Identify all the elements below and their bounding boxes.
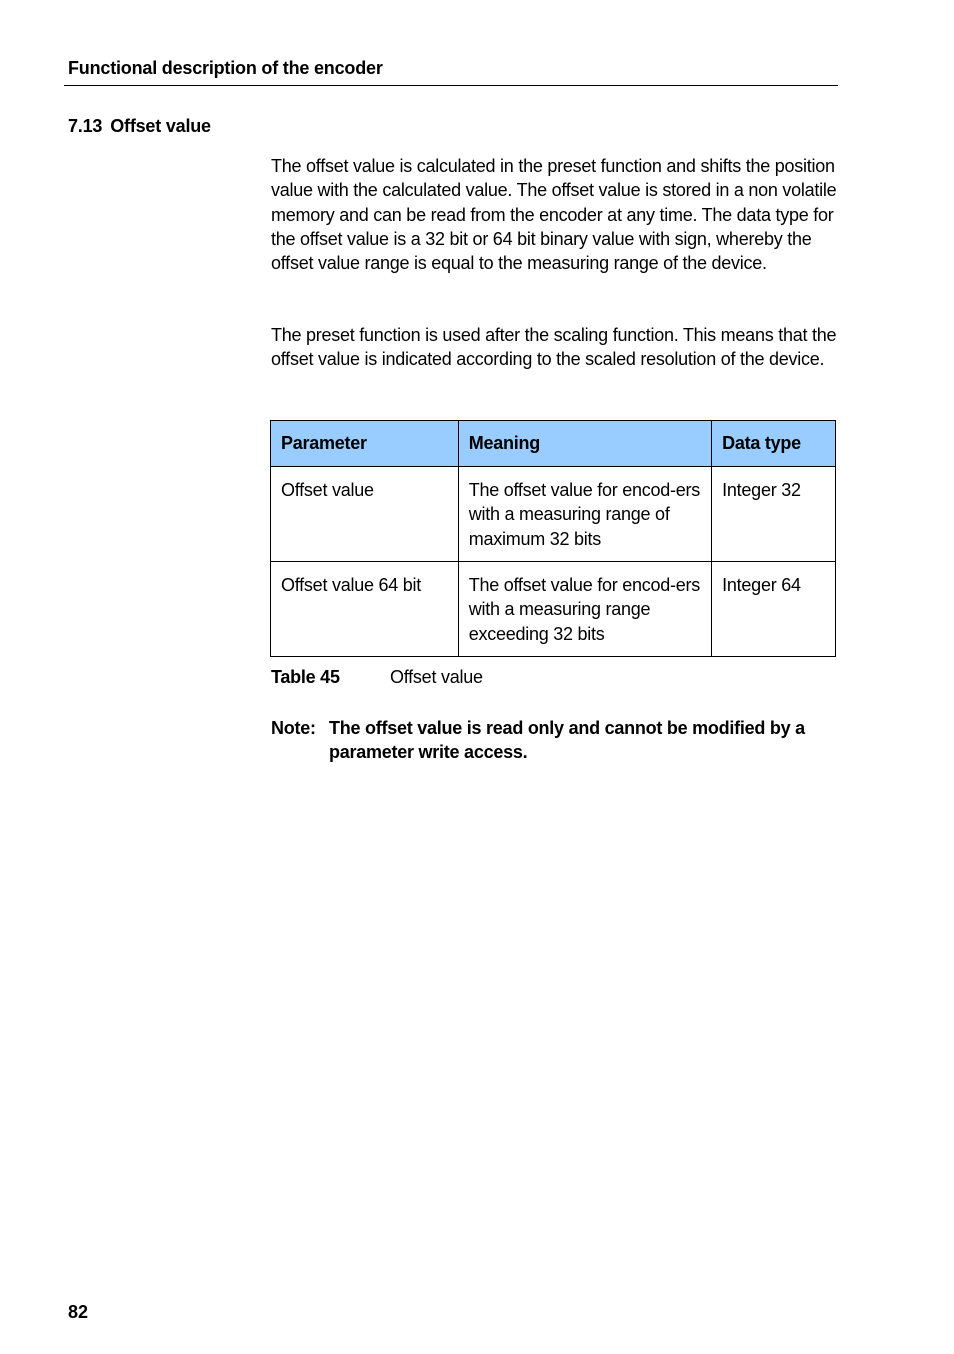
table-header-parameter: Parameter [271,421,459,467]
table-cell-parameter: Offset value [271,467,459,562]
note-text: The offset value is read only and cannot be modified by a parameter write access. [329,718,805,763]
table-caption [271,667,483,688]
section-heading [68,116,211,137]
table-cell-data-type: Integer 64 [712,562,836,657]
table-row [271,467,836,562]
note-block [271,716,839,765]
table-caption-label: Table 45 [271,667,340,687]
table-header-meaning: Meaning [458,421,711,467]
table-cell-meaning: The offset value for encod-ers with a measuring range of maximum 32 bits [458,467,711,562]
table-cell-parameter: Offset value 64 bit [271,562,459,657]
paragraph-preset-function: The preset function is used after the scaling function. This means that the offset value is indicated according to the scaled resolution of the device. [271,325,837,370]
table-header-row [271,421,836,467]
note-label: Note: [271,718,316,738]
table-cell-meaning: The offset value for encod-ers with a measuring range exceeding 32 bits [458,562,711,657]
offset-value-table [270,420,836,657]
section-number: 7.13 [68,116,103,136]
running-head: Functional description of the encoder [68,58,383,78]
table-row [271,562,836,657]
header-divider [64,85,838,86]
table-caption-text: Offset value [390,667,483,687]
page-number: 82 [68,1302,89,1322]
section-title: Offset value [110,116,211,136]
table-header-data-type: Data type [712,421,836,467]
table-cell-data-type: Integer 32 [712,467,836,562]
paragraph-offset-description: The offset value is calculated in the preset function and shifts the position value with the calculated value. The offset value is stored in a non volatile memory and can be read from the encoder at any time. The data type for the offset value is a 32 bit or 64 bit binary value with sign, whereby the offset value range is equal to the measuring range of the device. [271,156,837,274]
